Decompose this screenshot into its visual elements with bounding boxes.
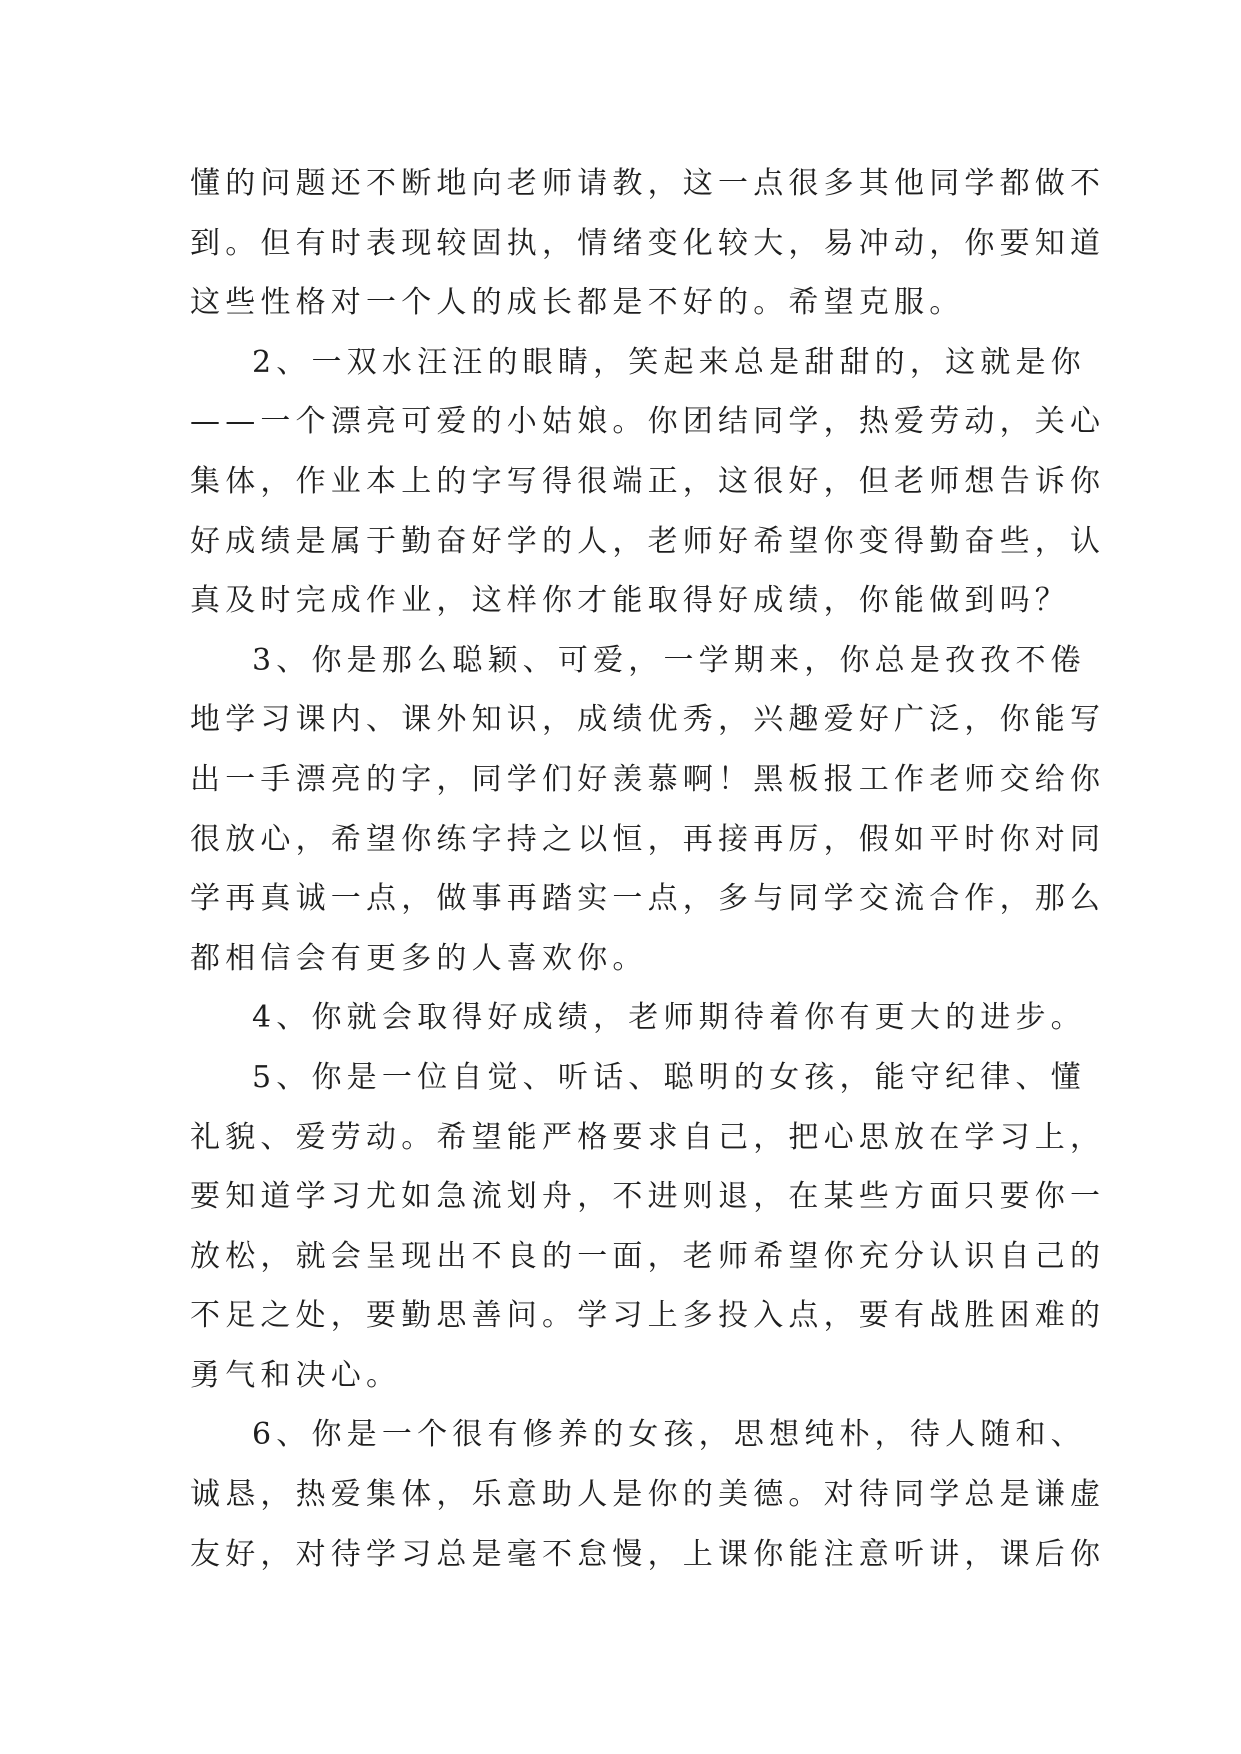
text-line: 好成绩是属于勤奋好学的人，老师好希望你变得勤奋些，认 <box>190 523 1106 559</box>
text-line: 勇气和决心。 <box>190 1357 402 1393</box>
text-line: 出一手漂亮的字，同学们好羡慕啊！黑板报工作老师交给你 <box>190 761 1106 797</box>
paragraph-start-3: 3、你是那么聪颖、可爱，一学期来，你总是孜孜不倦 <box>252 642 1086 678</box>
text-line: 友好，对待学习总是毫不怠慢，上课你能注意听讲，课后你 <box>190 1536 1106 1572</box>
paragraph-start-5: 5、你是一位自觉、听话、聪明的女孩，能守纪律、懂 <box>252 1059 1086 1095</box>
text-line: 地学习课内、课外知识，成绩优秀，兴趣爱好广泛，你能写 <box>190 702 1106 738</box>
text-line: ——一个漂亮可爱的小姑娘。你团结同学，热爱劳动，关心 <box>190 404 1106 440</box>
paragraph-start-4: 4、你就会取得好成绩，老师期待着你有更大的进步。 <box>252 1000 1086 1036</box>
text-line: 懂的问题还不断地向老师请教，这一点很多其他同学都做不 <box>190 166 1106 201</box>
text-line: 都相信会有更多的人喜欢你。 <box>190 940 648 976</box>
text-line: 到。但有时表现较固执，情绪变化较大，易冲动，你要知道 <box>190 225 1106 261</box>
text-line: 很放心，希望你练字持之以恒，再接再厉，假如平时你对同 <box>190 821 1106 857</box>
document-body <box>190 154 1106 1584</box>
paragraph-start-6: 6、你是一个很有修养的女孩，思想纯朴，待人随和、 <box>252 1417 1086 1453</box>
text-line: 放松，就会呈现出不良的一面，老师希望你充分认识自己的 <box>190 1238 1106 1274</box>
text-line: 集体，作业本上的字写得很端正，这很好，但老师想告诉你 <box>190 463 1106 499</box>
text-line: 不足之处，要勤思善问。学习上多投入点，要有战胜困难的 <box>190 1298 1106 1334</box>
text-line: 这些性格对一个人的成长都是不好的。希望克服。 <box>190 285 965 321</box>
text-line: 要知道学习尤如急流划舟，不进则退，在某些方面只要你一 <box>190 1179 1106 1215</box>
text-line: 诚恳，热爱集体，乐意助人是你的美德。对待同学总是谦虚 <box>190 1477 1106 1513</box>
paragraph-start-2: 2、一双水汪汪的眼睛，笑起来总是甜甜的，这就是你 <box>252 344 1086 380</box>
text-line: 真及时完成作业，这样你才能取得好成绩，你能做到吗？ <box>190 583 1070 619</box>
text-line: 礼貌、爱劳动。希望能严格要求自己，把心思放在学习上， <box>190 1119 1106 1155</box>
text-line: 学再真诚一点，做事再踏实一点，多与同学交流合作，那么 <box>190 881 1106 917</box>
